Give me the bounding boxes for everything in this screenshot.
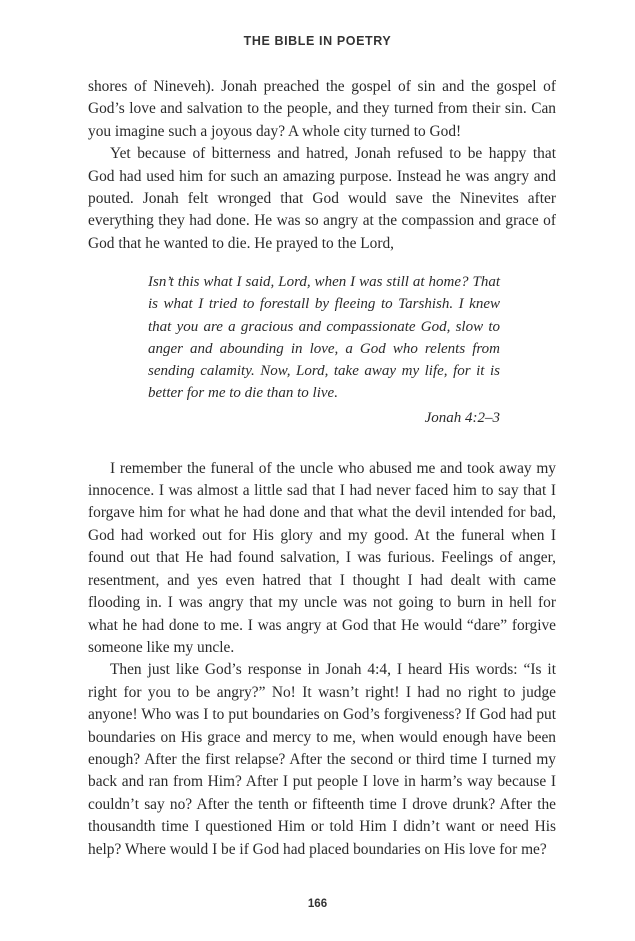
page-body <box>88 76 556 861</box>
paragraph-gods-response: Then just like God’s response in Jonah 4:4, I heard His words: “Is it right for you to be angry?” No! It wasn’t right! I had no right to judge anyone! Who was I to put boundaries on God’s forgiveness? If God had put boundaries on His grace and mercy to me, when would enough have been enough? After the first relapse? After the second or third time I turned my back and ran from Him? After I put people I love in harm’s way because I couldn’t say no? After the tenth or fifteenth time I drove drunk? After the thousandth time I questioned Him or told Him I didn’t want or need His help? Where would I be if God had placed boundaries on His love for me? <box>88 661 556 858</box>
paragraph-continued: shores of Nineveh). Jonah preached the gospel of sin and the gospel of God’s love and salvation to the people, and they turned from their sin. Can you imagine such a joyous day? A whole city turned to God! <box>88 78 556 140</box>
quote-citation: Jonah 4:2–3 <box>424 410 500 427</box>
running-head: THE BIBLE IN POETRY <box>243 34 392 48</box>
paragraph-funeral: I remember the funeral of the uncle who abused me and took away my innocence. I was almost a little sad that I had never faced him to say that I forgave him for what he had done and that what the devil intended for bad, God had worked out for His glory and my good. At the funeral when I found out that He had found salvation, I was furious. Feelings of anger, resentment, and yes even hatred that I thought I had dealt with came flooding in. I was angry that my uncle was not going to burn in hell for what he had done to me. I was angry at God that He would “dare” forgive someone like my uncle. <box>88 459 556 656</box>
section-spacer <box>88 444 556 458</box>
page-number: 166 <box>307 898 328 910</box>
paragraph-jonah-anger: Yet because of bitterness and hatred, Jonah refused to be happy that God had used him for such an amazing purpose. Instead he was angry and pouted. Jonah felt wronged that God would save the Ninevites after everything they had done. He was so angry at the compassion and grace of God that he wanted to die. He prayed to the Lord, <box>88 145 556 252</box>
scripture-block-quote <box>148 271 500 429</box>
quote-text: Isn’t this what I said, Lord, when I was still at home? That is what I tried to forestall by fleeing to Tarshish. I knew that you are a gracious and compassionate God, slow to anger and abounding in love, a God who relents from sending calamity. Now, Lord, take away my life, for it is better for me to die than to live. <box>148 274 500 402</box>
